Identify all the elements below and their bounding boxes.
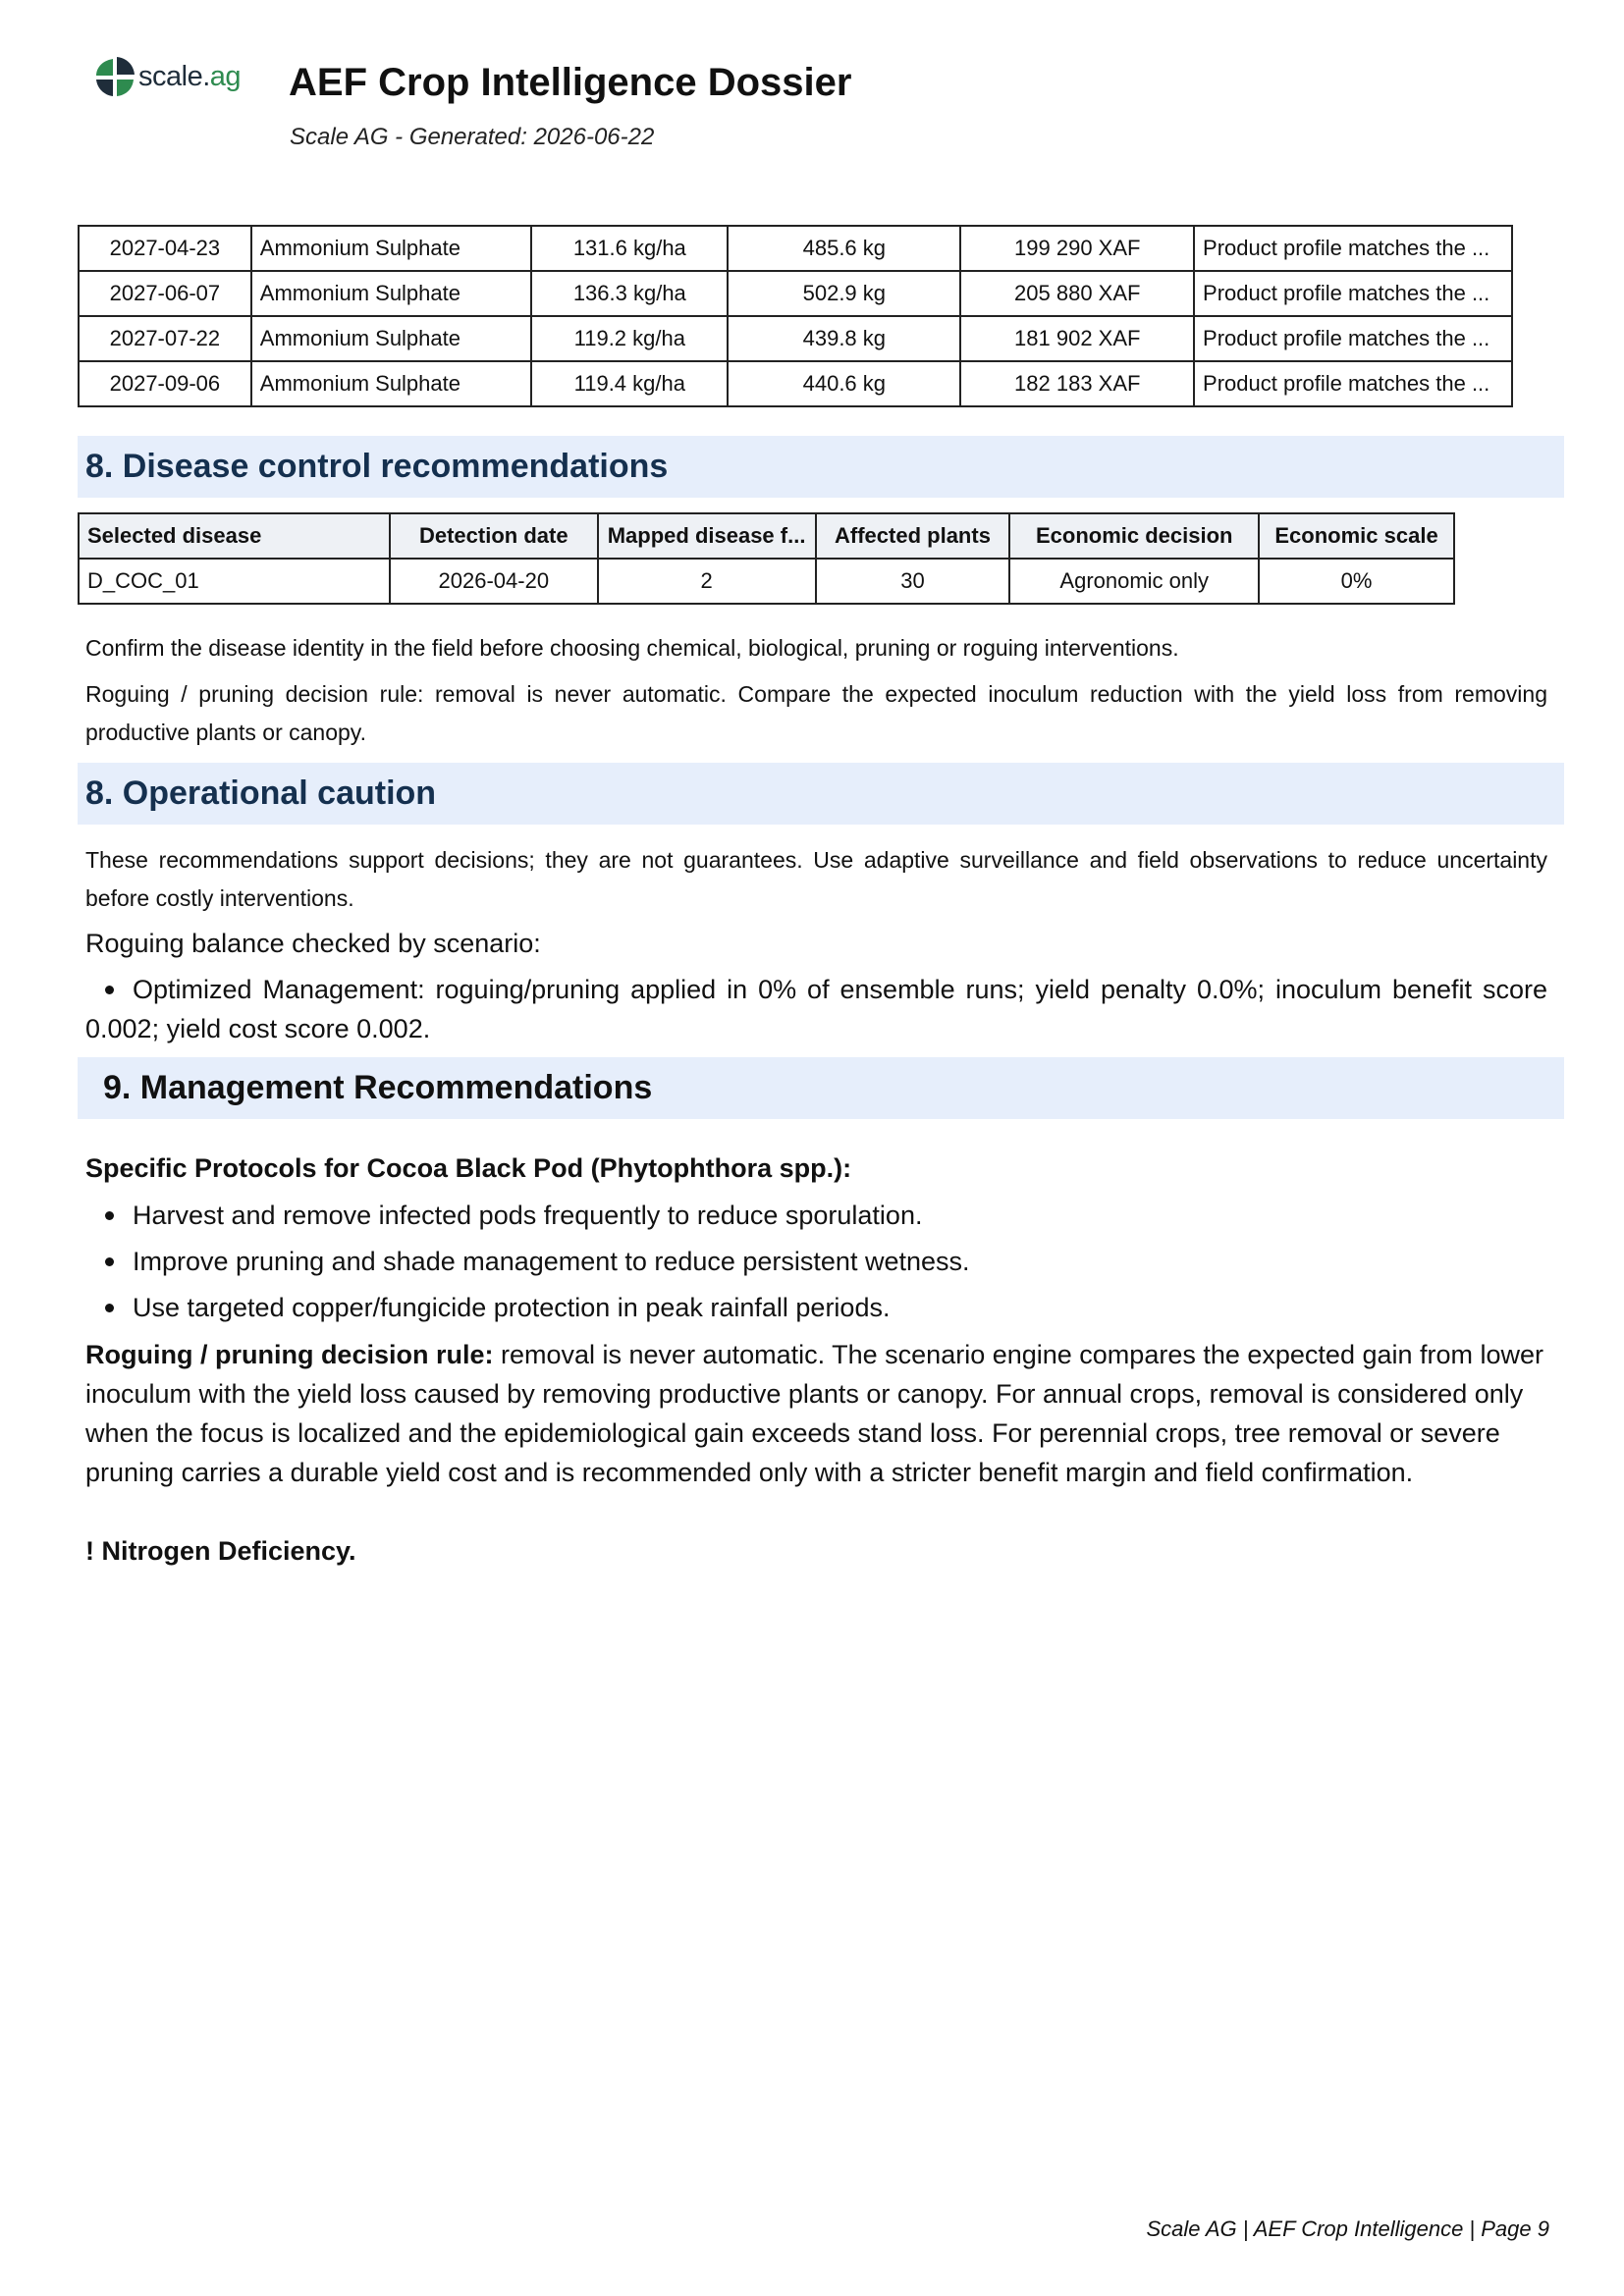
- quantity-cell: 502.9 kg: [728, 271, 960, 316]
- product-cell: Ammonium Sulphate: [251, 316, 532, 361]
- section-heading: 8. Operational caution: [85, 774, 437, 812]
- rationale-cell: Product profile matches the ...: [1194, 316, 1512, 361]
- column-header-economic-scale: Economic scale: [1259, 513, 1454, 559]
- logo-wordmark: scale.ag: [138, 60, 242, 92]
- quantity-cell: 485.6 kg: [728, 226, 960, 271]
- table-row: [79, 271, 1512, 316]
- disease-identity-paragraph: Confirm the disease identity in the field before choosing chemical, biological, pruning or roguing interventions.: [85, 635, 1179, 661]
- product-cell: Ammonium Sulphate: [251, 361, 532, 406]
- detection-date-cell: 2026-04-20: [390, 559, 598, 604]
- rate-cell: 119.2 kg/ha: [531, 316, 728, 361]
- table-row: [79, 226, 1512, 271]
- document-subtitle: Scale AG - Generated: 2026-06-22: [290, 124, 655, 150]
- scale-ag-logo: [93, 55, 241, 98]
- rationale-cell: Product profile matches the ...: [1194, 271, 1512, 316]
- column-header-selected-disease: Selected disease: [79, 513, 390, 559]
- fertilizer-schedule-table: [78, 225, 1513, 407]
- table-row: [79, 361, 1512, 406]
- rate-cell: 119.4 kg/ha: [531, 361, 728, 406]
- disease-roguing-paragraph: Roguing / pruning decision rule: removal is never automatic. Compare the expected inoculum reduction with the yield loss from removing productive plants or canopy.: [85, 681, 1547, 745]
- rule-text: removal is never automatic. The scenario engine compares the expected gain from lower inoculum with the yield loss caused by removing productive plants or canopy. For annual crops, removal is considered only when the focus is localized and the epidemiological gain exceeds stand loss. For perennial crops, tree removal or severe pruning carries a durable yield cost and is recommended only with a stricter benefit margin and field confirmation.: [85, 1340, 1544, 1487]
- mapped-disease-cell: 2: [598, 559, 816, 604]
- table-row: [79, 559, 1454, 604]
- application-date-cell: 2027-07-22: [79, 316, 251, 361]
- list-item: Use targeted copper/fungicide protection in peak rainfall periods.: [85, 1288, 1547, 1327]
- economic-scale-cell: 0%: [1259, 559, 1454, 604]
- column-header-economic-decision: Economic decision: [1009, 513, 1259, 559]
- cost-cell: 199 290 XAF: [960, 226, 1194, 271]
- list-item: Improve pruning and shade management to reduce persistent wetness.: [85, 1242, 1547, 1281]
- roguing-balance-list: [85, 970, 1547, 1048]
- rate-cell: 131.6 kg/ha: [531, 226, 728, 271]
- page-footer: Scale AG | AEF Crop Intelligence | Page 9: [1146, 2216, 1549, 2241]
- caution-paragraph: These recommendations support decisions; they are not guarantees. Use adaptive surveillance and field observations to reduce uncertainty before costly interventions.: [85, 847, 1547, 911]
- section-disease-control: [78, 436, 1564, 498]
- leaf-logo-icon: [93, 55, 136, 98]
- column-header-mapped-disease: Mapped disease f...: [598, 513, 816, 559]
- disease-code-cell: D_COC_01: [79, 559, 390, 604]
- document-title: AEF Crop Intelligence Dossier: [289, 61, 852, 104]
- disease-table: [78, 512, 1455, 605]
- rate-cell: 136.3 kg/ha: [531, 271, 728, 316]
- section-heading: 9. Management Recommendations: [103, 1069, 653, 1106]
- column-header-detection-date: Detection date: [390, 513, 598, 559]
- bullet-icon: [105, 986, 114, 994]
- protocol-title: Specific Protocols for Cocoa Black Pod (Phytophthora spp.):: [85, 1153, 852, 1183]
- application-date-cell: 2027-04-23: [79, 226, 251, 271]
- column-header-affected-plants: Affected plants: [816, 513, 1010, 559]
- rationale-cell: Product profile matches the ...: [1194, 226, 1512, 271]
- protocol-list: [85, 1196, 1547, 1327]
- section-management-recommendations: [78, 1057, 1564, 1119]
- table-header-row: [79, 513, 1454, 559]
- product-cell: Ammonium Sulphate: [251, 226, 532, 271]
- economic-decision-cell: Agronomic only: [1009, 559, 1259, 604]
- affected-plants-cell: 30: [816, 559, 1010, 604]
- quantity-cell: 440.6 kg: [728, 361, 960, 406]
- rule-label: Roguing / pruning decision rule:: [85, 1340, 494, 1369]
- rationale-cell: Product profile matches the ...: [1194, 361, 1512, 406]
- cost-cell: 182 183 XAF: [960, 361, 1194, 406]
- section-heading: 8. Disease control recommendations: [85, 448, 669, 485]
- cost-cell: 205 880 XAF: [960, 271, 1194, 316]
- roguing-balance-label: Roguing balance checked by scenario:: [85, 929, 541, 958]
- application-date-cell: 2027-06-07: [79, 271, 251, 316]
- roguing-rule-paragraph: [85, 1335, 1547, 1492]
- section-operational-caution: [78, 763, 1564, 825]
- nitrogen-deficiency-alert: ! Nitrogen Deficiency.: [85, 1536, 356, 1566]
- table-row: [79, 316, 1512, 361]
- application-date-cell: 2027-09-06: [79, 361, 251, 406]
- product-cell: Ammonium Sulphate: [251, 271, 532, 316]
- cost-cell: 181 902 XAF: [960, 316, 1194, 361]
- list-item: Harvest and remove infected pods frequently to reduce sporulation.: [85, 1196, 1547, 1235]
- list-item-text: Optimized Management: roguing/pruning applied in 0% of ensemble runs; yield penalty 0.0%; inoculum benefit score 0.002; yield cost score 0.002.: [85, 975, 1547, 1043]
- list-item: [85, 970, 1547, 1048]
- quantity-cell: 439.8 kg: [728, 316, 960, 361]
